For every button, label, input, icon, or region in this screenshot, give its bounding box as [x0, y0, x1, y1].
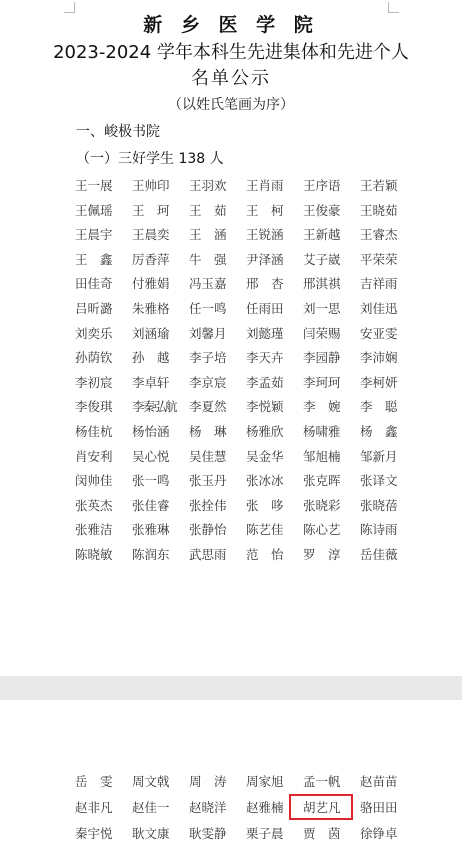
- name-cell: 刘涵瑜: [132, 325, 170, 341]
- subsection-heading: （一）三好学生 138 人: [76, 151, 224, 167]
- name-cell: 王 柯: [246, 202, 284, 218]
- name-cell: 王 涵: [189, 227, 227, 243]
- name-cell: 胡艺凡: [303, 800, 341, 815]
- name-cell: 赵佳一: [132, 800, 170, 815]
- name-cell: 王佩瑶: [75, 202, 113, 218]
- name-cell: 张静怡: [189, 522, 227, 538]
- name-cell: 刘佳迅: [360, 300, 398, 316]
- highlight-box: [289, 794, 353, 820]
- name-cell: 吴佳慧: [189, 448, 227, 464]
- name-cell: 王若颖: [360, 178, 398, 193]
- name-cell: 范 怡: [246, 546, 284, 562]
- name-cell: 张克晖: [303, 473, 341, 489]
- name-cell: 周家旭: [246, 774, 284, 789]
- name-cell: 杨 鑫: [360, 423, 398, 439]
- name-cell: 赵晓洋: [189, 800, 227, 815]
- name-cell: 张译文: [360, 473, 398, 489]
- name-cell: 杨 琳: [189, 423, 227, 439]
- name-list-page-1: [75, 176, 417, 570]
- name-cell: 李孟茹: [246, 374, 284, 390]
- name-cell: 秦宇悦: [75, 826, 113, 841]
- name-cell: 李天卉: [246, 350, 284, 366]
- name-cell: 李珂珂: [303, 374, 341, 390]
- name-cell: 王新越: [303, 227, 341, 243]
- name-cell: 王晨奕: [132, 227, 170, 243]
- name-cell: 任一鸣: [189, 300, 227, 316]
- section-heading: 一、峻极书院: [76, 124, 160, 140]
- name-cell: 杨怡涵: [132, 423, 170, 439]
- name-cell: 张冰冰: [246, 473, 284, 489]
- name-cell: 陈晓敏: [75, 546, 113, 562]
- name-cell: 岳 雯: [75, 774, 113, 789]
- name-cell: 李悦颖: [246, 399, 284, 415]
- name-cell: 王俊豪: [303, 202, 341, 218]
- name-cell: 耿雯静: [189, 826, 227, 841]
- name-cell: 张拴伟: [189, 497, 227, 513]
- name-cell: 张晓蓓: [360, 497, 398, 513]
- name-cell: 张雅洁: [75, 522, 113, 538]
- name-cell: 赵雅楠: [246, 800, 284, 815]
- name-cell: 任雨田: [246, 300, 284, 316]
- name-cell: 肖安利: [75, 448, 113, 464]
- name-cell: 王一展: [75, 178, 113, 193]
- name-cell: 李俊琪: [75, 399, 113, 415]
- name-cell: 杨佳杭: [75, 423, 113, 439]
- name-cell: 朱雅格: [132, 300, 170, 316]
- name-cell: 邢淇祺: [303, 276, 341, 292]
- name-cell: 武思雨: [189, 546, 227, 562]
- name-cell: 赵苗苗: [360, 774, 398, 789]
- name-cell: 平荣荣: [360, 251, 398, 267]
- name-cell: 贾 茵: [303, 826, 341, 841]
- name-cell: 李夏然: [189, 399, 227, 415]
- name-cell: 王羽欢: [189, 178, 227, 193]
- document-title-year: 2023-2024 学年本科生先进集体和先进个人: [53, 42, 409, 63]
- name-cell: 骆田田: [360, 800, 398, 815]
- name-cell: 厉香萍: [132, 251, 170, 267]
- name-cell: 尹泽涵: [246, 251, 284, 267]
- name-cell: 耿文康: [132, 826, 170, 841]
- name-cell: 艾子崴: [303, 251, 341, 267]
- name-cell: 吴金华: [246, 448, 284, 464]
- name-cell: 周 涛: [189, 774, 227, 789]
- name-cell: 刘馨月: [189, 325, 227, 341]
- name-cell: 邹新月: [360, 448, 398, 464]
- name-cell: 孙 越: [132, 350, 170, 366]
- name-cell: 张玉丹: [189, 473, 227, 489]
- name-cell: 李沛娴: [360, 350, 398, 366]
- name-cell: 李柯妍: [360, 374, 398, 390]
- name-cell: 吴心悦: [132, 448, 170, 464]
- name-cell: 张晓彩: [303, 497, 341, 513]
- name-cell: 李子培: [189, 350, 227, 366]
- name-cell: 张雅琳: [132, 522, 170, 538]
- name-cell: 陈润东: [132, 546, 170, 562]
- name-cell: 王 珂: [132, 202, 170, 218]
- name-cell: 李园静: [303, 350, 341, 366]
- name-cell: 孙荫钦: [75, 350, 113, 366]
- document-subtitle: （以姓氏笔画为序）: [168, 97, 294, 113]
- name-cell: 陈心艺: [303, 522, 341, 538]
- name-cell: 邹旭楠: [303, 448, 341, 464]
- name-cell: 李京宸: [189, 374, 227, 390]
- name-cell: 王睿杰: [360, 227, 398, 243]
- name-cell: 李 婉: [303, 399, 341, 415]
- name-cell: 周文戟: [132, 774, 170, 789]
- name-cell: 张英杰: [75, 497, 113, 513]
- name-cell: 张一鸣: [132, 473, 170, 489]
- name-cell: 杨啸雅: [303, 423, 341, 439]
- name-cell: 王 茹: [189, 202, 227, 218]
- name-cell: 陈诗雨: [360, 522, 398, 538]
- name-cell: 王帅印: [132, 178, 170, 193]
- name-cell: 付雅娟: [132, 276, 170, 292]
- document-title-notice: 名单公示: [191, 68, 271, 89]
- name-cell: 徐铮卓: [360, 826, 398, 841]
- name-cell: 罗 淳: [303, 546, 341, 562]
- name-cell: 田佳奇: [75, 276, 113, 292]
- name-cell: 赵非凡: [75, 800, 113, 815]
- name-cell: 刘一思: [303, 300, 341, 316]
- name-cell: 刘奕乐: [75, 325, 113, 341]
- name-cell: 刘懿瑾: [246, 325, 284, 341]
- name-cell: 吕昕潞: [75, 300, 113, 316]
- name-cell: 闵帅佳: [75, 473, 113, 489]
- name-list-page-2: [75, 772, 417, 850]
- document-title-institution: 新 乡 医 学 院: [143, 14, 319, 36]
- name-cell: 李秦弘航: [132, 399, 177, 415]
- name-cell: 王锐涵: [246, 227, 284, 243]
- name-cell: 李初宸: [75, 374, 113, 390]
- name-cell: 王晓茹: [360, 202, 398, 218]
- name-cell: 杨雅欣: [246, 423, 284, 439]
- name-cell: 栗子晨: [246, 826, 284, 841]
- name-cell: 冯玉嘉: [189, 276, 227, 292]
- name-cell: 闫荣赐: [303, 325, 341, 341]
- name-cell: 岳佳薇: [360, 546, 398, 562]
- name-cell: 牛 强: [189, 251, 227, 267]
- name-cell: 张 哆: [246, 497, 284, 513]
- name-cell: 王序语: [303, 178, 341, 193]
- name-cell: 李卓轩: [132, 374, 170, 390]
- name-cell: 李 聪: [360, 399, 398, 415]
- name-cell: 吉祥雨: [360, 276, 398, 292]
- name-cell: 邢 杏: [246, 276, 284, 292]
- name-cell: 陈艺佳: [246, 522, 284, 538]
- name-cell: 安亚雯: [360, 325, 398, 341]
- name-cell: 张佳睿: [132, 497, 170, 513]
- name-cell: 王晨宇: [75, 227, 113, 243]
- name-cell: 孟一帆: [303, 774, 341, 789]
- name-cell: 王 鑫: [75, 251, 113, 267]
- name-cell: 王肖雨: [246, 178, 284, 193]
